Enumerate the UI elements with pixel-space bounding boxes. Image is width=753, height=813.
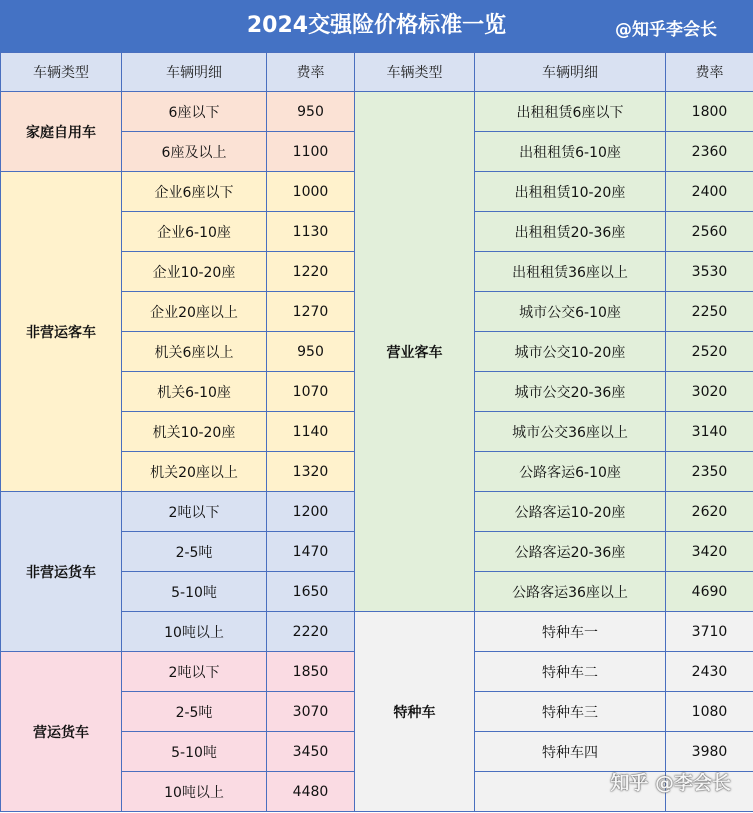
page-title: 2024交强险价格标准一览: [246, 13, 507, 38]
rate-cell: 1850: [267, 652, 355, 692]
detail-cell: 机关6座以上: [122, 332, 267, 372]
table-row: [1, 92, 753, 132]
header-vehicle-type-left: 车辆类型: [1, 53, 122, 92]
title-bar: [0, 0, 753, 52]
detail-cell: 特种车三: [475, 692, 666, 732]
header-vehicle-detail-left: 车辆明细: [122, 53, 267, 92]
rate-cell: 1220: [267, 252, 355, 292]
category-commercial-bus: 营业客车: [355, 92, 475, 612]
detail-cell: 2吨以下: [122, 492, 267, 532]
detail-cell: 企业20座以上: [122, 292, 267, 332]
detail-cell: 2吨以下: [122, 652, 267, 692]
rate-cell: 3980: [666, 732, 753, 772]
detail-cell: 城市公交20-36座: [475, 372, 666, 412]
detail-cell: 公路客运36座以上: [475, 572, 666, 612]
detail-cell: 2-5吨: [122, 692, 267, 732]
rate-cell: 1470: [267, 532, 355, 572]
detail-cell: 公路客运20-36座: [475, 532, 666, 572]
rate-cell: 4480: [267, 772, 355, 812]
detail-cell: 公路客运10-20座: [475, 492, 666, 532]
rate-cell: 3020: [666, 372, 753, 412]
detail-cell: 出租租赁20-36座: [475, 212, 666, 252]
rate-cell: 2520: [666, 332, 753, 372]
rate-cell: 950: [267, 332, 355, 372]
category-family-car: 家庭自用车: [1, 92, 122, 172]
detail-cell: 出租租赁10-20座: [475, 172, 666, 212]
rate-cell: 2620: [666, 492, 753, 532]
rate-cell: 4690: [666, 572, 753, 612]
watermark-top: @知乎李会长: [615, 20, 717, 40]
header-vehicle-type-right: 车辆类型: [355, 53, 475, 92]
detail-cell: 5-10吨: [122, 732, 267, 772]
rate-cell: 1070: [267, 372, 355, 412]
detail-cell: 6座以下: [122, 92, 267, 132]
category-non-commercial-truck: 非营运货车: [1, 492, 122, 652]
rate-cell: 1320: [267, 452, 355, 492]
rate-cell: 3420: [666, 532, 753, 572]
rate-cell: 1130: [267, 212, 355, 252]
rate-cell: 1200: [267, 492, 355, 532]
detail-cell: 10吨以上: [122, 772, 267, 812]
rate-cell: 2360: [666, 132, 753, 172]
header-vehicle-detail-right: 车辆明细: [475, 53, 666, 92]
rate-cell: 2350: [666, 452, 753, 492]
header-row: [1, 53, 753, 92]
rate-cell: 1140: [267, 412, 355, 452]
category-non-commercial-bus: 非营运客车: [1, 172, 122, 492]
detail-cell: 机关6-10座: [122, 372, 267, 412]
rate-cell: 1650: [267, 572, 355, 612]
rate-cell: 3710: [666, 612, 753, 652]
header-rate-right: 费率: [666, 53, 753, 92]
category-special-vehicle: 特种车: [355, 612, 475, 812]
rate-cell: 2430: [666, 652, 753, 692]
detail-cell: 企业10-20座: [122, 252, 267, 292]
detail-cell: 城市公交36座以上: [475, 412, 666, 452]
detail-cell: 城市公交6-10座: [475, 292, 666, 332]
detail-cell: 特种车四: [475, 732, 666, 772]
detail-cell: 企业6座以下: [122, 172, 267, 212]
rate-cell: 3530: [666, 252, 753, 292]
rate-cell: 2250: [666, 292, 753, 332]
rate-table: [0, 52, 753, 812]
detail-cell: 10吨以上: [122, 612, 267, 652]
detail-cell: 机关10-20座: [122, 412, 267, 452]
detail-cell: 企业6-10座: [122, 212, 267, 252]
rate-cell: 1100: [267, 132, 355, 172]
category-commercial-truck: 营运货车: [1, 652, 122, 812]
detail-cell: 特种车一: [475, 612, 666, 652]
rate-cell: 1000: [267, 172, 355, 212]
rate-cell: 2400: [666, 172, 753, 212]
detail-cell: 城市公交10-20座: [475, 332, 666, 372]
detail-cell: 公路客运6-10座: [475, 452, 666, 492]
watermark-bottom: 知乎 @李会长: [610, 772, 731, 794]
rate-cell: 1080: [666, 692, 753, 732]
detail-cell: 2-5吨: [122, 532, 267, 572]
detail-cell: 出租租赁6-10座: [475, 132, 666, 172]
detail-cell: 出租租赁36座以上: [475, 252, 666, 292]
detail-cell: 出租租赁6座以下: [475, 92, 666, 132]
header-rate-left: 费率: [267, 53, 355, 92]
rate-cell: 950: [267, 92, 355, 132]
rate-cell: 3450: [267, 732, 355, 772]
rate-cell: 1800: [666, 92, 753, 132]
rate-cell: 2560: [666, 212, 753, 252]
detail-cell: 机关20座以上: [122, 452, 267, 492]
rate-cell: 1270: [267, 292, 355, 332]
rate-cell: 3070: [267, 692, 355, 732]
detail-cell: 5-10吨: [122, 572, 267, 612]
rate-cell: 2220: [267, 612, 355, 652]
detail-cell: 特种车二: [475, 652, 666, 692]
rate-cell: 3140: [666, 412, 753, 452]
detail-cell: 6座及以上: [122, 132, 267, 172]
